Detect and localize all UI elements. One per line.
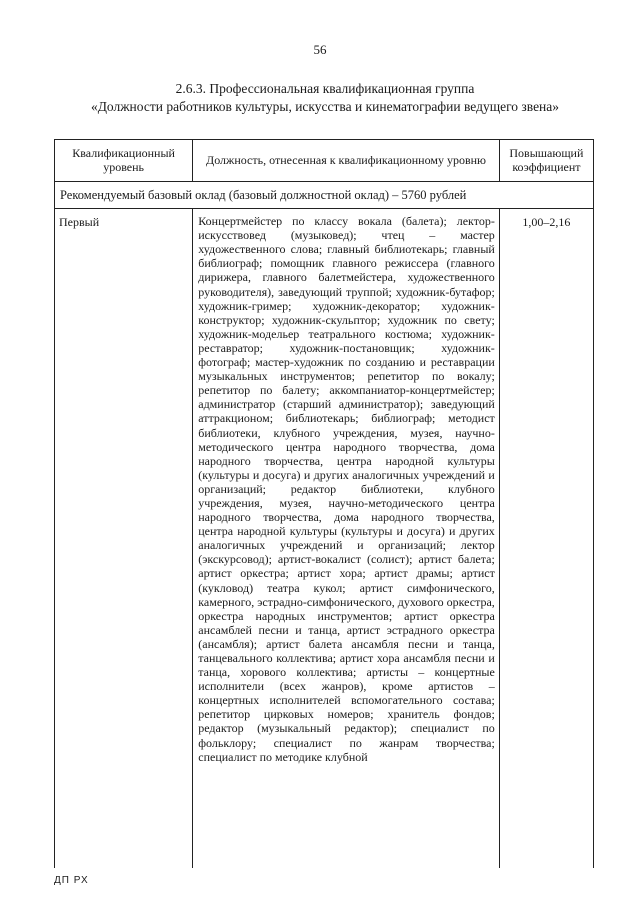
section-title-line-2: «Должности работников культуры, искусства и кинематографии ведущего звена» [90,99,560,114]
footer-code: ДП РХ [54,875,89,886]
coefficient-cell: 1,00–2,16 [499,209,593,869]
section-title [40,80,610,116]
qualification-table [54,139,594,868]
table-header-row [55,140,594,182]
salary-note: Рекомендуемый базовый оклад (базовый должностной оклад) – 5760 рублей [55,182,594,209]
level-cell: Первый [55,209,193,869]
page-number: 56 [313,42,327,57]
header-position: Должность, отнесенная к квалификационному уровню [193,140,500,182]
table-row [55,209,594,869]
header-coefficient: Повышающий коэффициент [499,140,593,182]
section-title-line-1: 2.6.3. Профессиональная квалификационная группа [175,81,475,96]
header-level: Квалификационный уровень [55,140,193,182]
positions-cell: Концертмейстер по классу вокала (балета); лектор-искусствовед (музыковед); чтец – мастер художественного слова; главный библиотекарь; главный библиограф; помощник главного режиссера (главного дирижера, главного балетмейстера, художественного руководителя), заведующий труппой; художник-бутафор; художник-гример; художник-декоратор; художник-конструктор; художник-скульптор; художник по свету; художник-модельер театрального костюма; художник-реставратор; художник-постановщик; художник-фотограф; мастер-художник по созданию и реставрации музыкальных инструментов; репетитор по вокалу; репетитор по балету; аккомпаниатор-концертмейстер; администратор (старший администратор); заведующий аттракционом; библиотекарь; библиограф; методист библиотеки, клубного учреждения, музея, научно-методического центра народного творчества, дома народного творчества, центра народной культуры (культуры и досуга) и других аналогичных учреждений и организаций; редактор библиотеки, клубного учреждения, музея, научно-методического центра народного творчества, дома народного творчества, центра народной культуры (культуры и досуга) и других аналогичных учреждений и организаций; лектор (экскурсовод); артист-вокалист (солист); артист балета; артист оркестра; артист хора; артист драмы; артист (кукловод) театра кукол; артист симфонического, камерного, эстрадно-симфонического, духового оркестра, оркестра народных инструментов; артист оркестра ансамблей песни и танца, артист эстрадного оркестра (ансамбля); артист балета ансамбля песни и танца, танцевального коллектива; артист хора ансамбля песни и танца, хорового коллектива; артисты – концертные исполнители (всех жанров), кроме артистов – концертных исполнителей вспомогательного состава; репетитор цирковых номеров; хранитель фондов; редактор (музыкальный редактор); специалист по фольклору; специалист по жанрам творчества; специалист по методике клубной [193,209,500,869]
salary-note-row [55,182,594,209]
